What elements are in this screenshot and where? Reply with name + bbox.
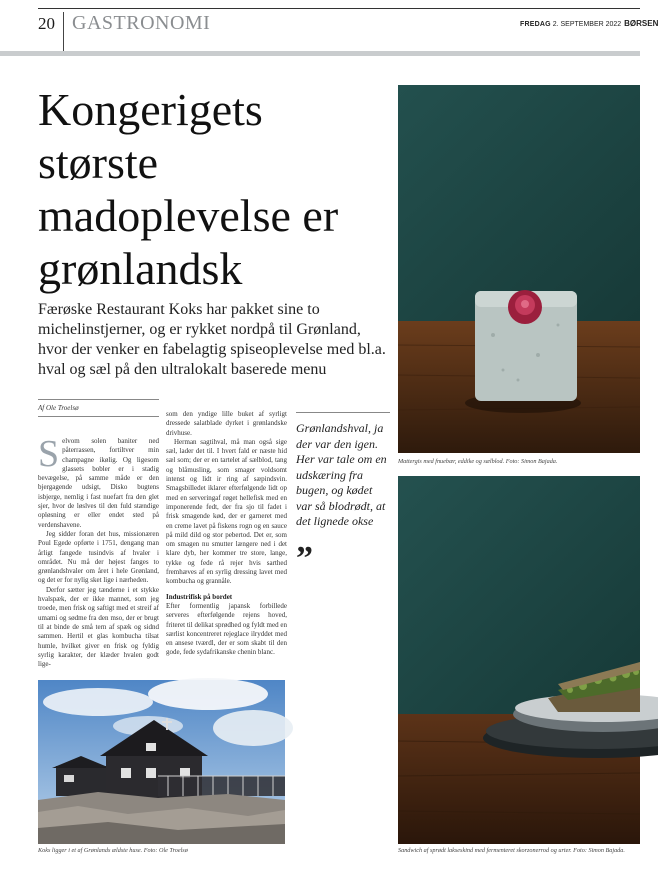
header-bar [0, 51, 640, 56]
brand-logo: BØRSEN [624, 19, 658, 28]
paragraph: som den yndige lille buket af syrligt dressede salatblade dyrket i grønlandske drivhuse. [166, 410, 287, 437]
sandwich-caption: Sandwich af sprødt lakseskind med fermenteret skorzonerrod og urter. Foto: Simon Bajada. [398, 847, 625, 854]
body-column-1 [38, 433, 159, 669]
column-rule [38, 399, 159, 400]
header-rule [38, 8, 640, 9]
body-column-2 [166, 410, 287, 658]
pull-quote: Grønlandshval, ja der var den igen. Her var tale om en udskæring fra bugen, og kødet var så blodrødt, at det lignede okse [296, 421, 387, 528]
issue-date [520, 19, 658, 28]
page-number: 20 [38, 14, 55, 33]
paragraph: Jeg sidder foran det hus, missionæren Poul Egede opførte i 1751, dengang man årligt fangede tusindvis af hvaler i området. Nu må der højest fanges to grønlandshvaler om året i hele Grønland, og det er for nylig sket lige i nærheden. [38, 529, 159, 585]
sandwich-photo [398, 476, 640, 844]
section-name: GASTRONOMI [72, 12, 211, 34]
byline-rule [38, 416, 159, 417]
drop-cap: S [38, 433, 60, 475]
dessert-caption: Mattergis med fnuebær, eddike og sælblod. Foto: Simon Bajada. [398, 458, 558, 465]
date-day: FREDAG [520, 21, 551, 28]
house-caption: Koks ligger i et af Grønlands ældste huse. Foto: Ole Troelsø [38, 847, 188, 854]
subheading: Industrifisk på bordet [166, 592, 233, 601]
house-photo [38, 680, 285, 844]
quote-mark: ” [296, 540, 313, 577]
headline: Kongerigets største madoplevelse er grønlandsk [38, 84, 339, 294]
byline: Af Ole Troelsø [38, 404, 79, 412]
dessert-photo [398, 85, 640, 453]
section-divider [63, 12, 64, 52]
date-rest: 2. SEPTEMBER 2022 [552, 21, 622, 28]
paragraph: Derfor sætter jeg tænderne i et stykke hvalspæk, der er ikke mannet, som jeg troede, men frisk og saftigt med et streif af umami og sødme fra den mso, der er brugt til at binde de små tern af spæk og sidnd sammen. Hertil et glas kombucha tilsat humle, hvilket giver en frisk og fyldig syrlig karakter, der klæder hvalen godt lige- [38, 585, 159, 669]
lede: Færøske Restaurant Koks har pakket sine to michelinstjerner, og er rykket nordpå til Grønland, hvor der venker en fabelagtig spiseoplevelse med bl.a. hval og sæl på den ultralokalt baserede menu [38, 301, 386, 378]
paragraph: Efter formentlig japansk forbillede serveres efterfølgende rejens hoved, friteret til delikat sprødhed og fyldt med en særlist koncentreret rejeglace ilryddet med en ansese tværdl, der er som skabt til den gode, fede sydafrikanske chenin blanc. [166, 601, 287, 657]
paragraph: Herman sagtihval, må man også sige sæl, lader det til. I hvert fald er næste hid sæl som; der er en tartelet af sælblod, tang og blåmusling, som smager voldsomt intenst og lidt ir ring af sæpindsvin. Smagsbilledet iklarer efterfølgende lidt op med en serveringaf røget hellefisk med en imponerende fedt, der fra sjo til fadet i frisk smagende kød, der er garneret med en creme lavet på fiskens rogn og en sauce på mild dild og stor pebertod. Det er, som om smagen nu smutter længere ned i det klare dyb, her kommer tre store, lange, tykke og fede rå rejer hvis sarthed fremhæves af en syrlig dressing lavet med kombucha og grannåle. [166, 437, 287, 586]
paragraph: elvom solen baniter ned påterrassen, fortiltver min champagne ikølig. Og ligesom glassets bobler er i stadig bevægelse, på samme måde er den bjergagende udsigt, Disko bugtens isbjerge, nemlig i fast nuefart fra den glet sjer, hvor de løslves til den fuld stændige opløsning er eller endet sted på verdenshavene. [38, 437, 159, 529]
quote-rule [296, 412, 390, 413]
